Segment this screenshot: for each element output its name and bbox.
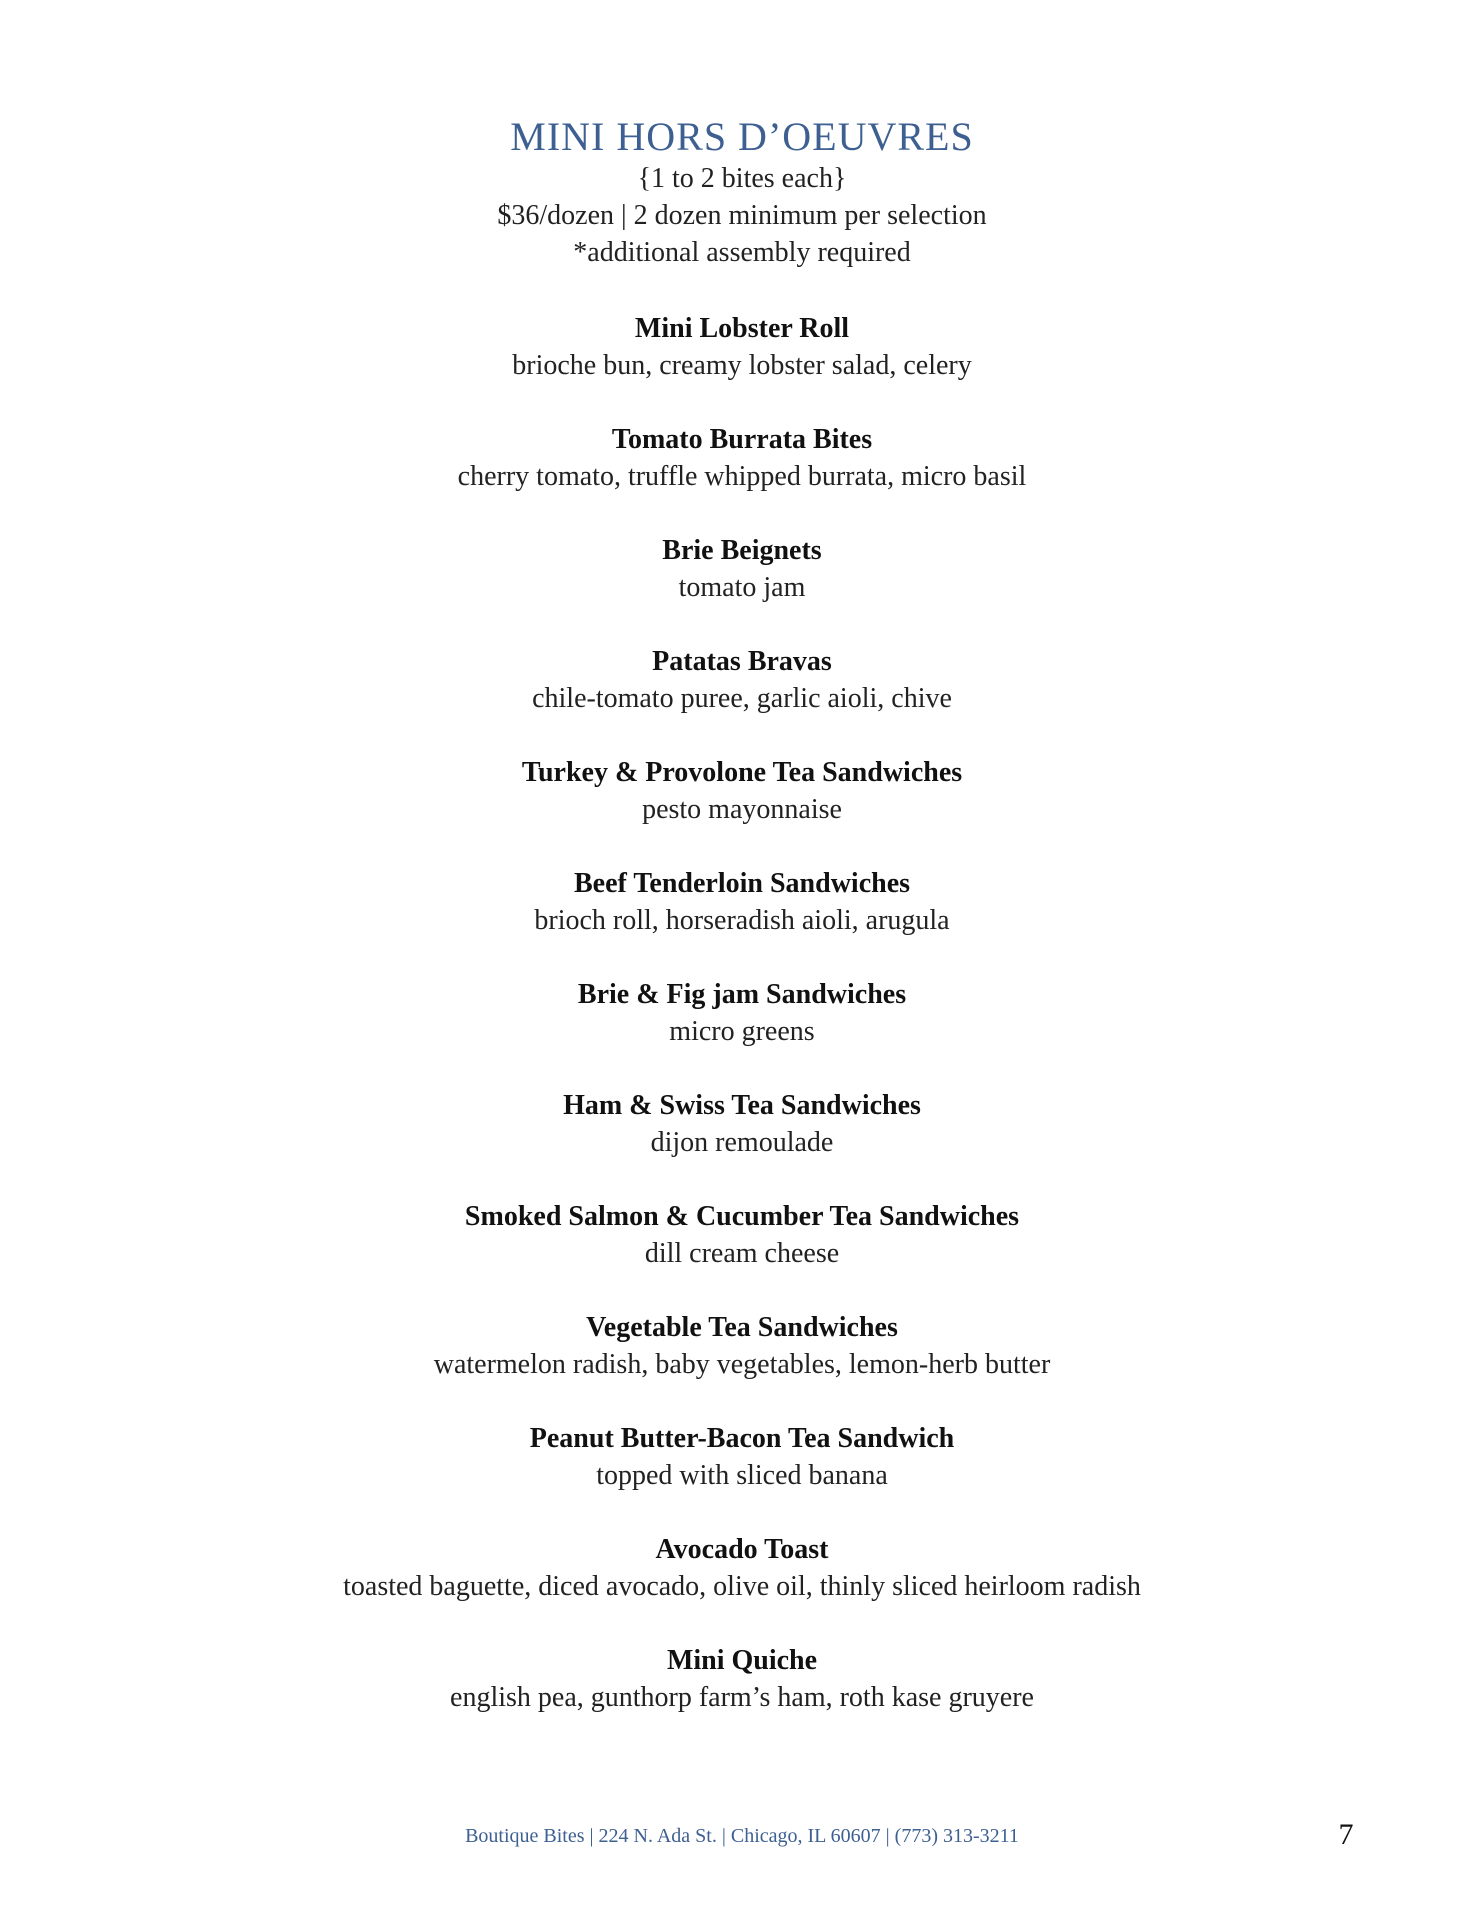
assembly-note: *additional assembly required: [573, 237, 911, 268]
item-description: english pea, gunthorp farm’s ham, roth kase gruyere: [450, 1682, 1034, 1713]
menu-header: [0, 114, 1484, 271]
page-title: MINI HORS D’OEUVRES: [510, 114, 974, 159]
item-description: micro greens: [669, 1016, 815, 1047]
page-number: 7: [1338, 1818, 1354, 1851]
item-name: Mini Quiche: [666, 1645, 818, 1676]
menu-item: [0, 421, 1484, 532]
item-description: topped with sliced banana: [596, 1460, 888, 1491]
menu-item: [0, 1642, 1484, 1753]
menu-item: [0, 754, 1484, 865]
menu-items-list: [0, 310, 1484, 1753]
menu-item: [0, 1198, 1484, 1309]
item-description: dill cream cheese: [644, 1238, 840, 1269]
item-description: toasted baguette, diced avocado, olive oil, thinly sliced heirloom radish: [343, 1571, 1141, 1602]
menu-item: [0, 1087, 1484, 1198]
item-description: brioch roll, horseradish aioli, arugula: [534, 905, 950, 936]
menu-item: [0, 976, 1484, 1087]
item-description: brioche bun, creamy lobster salad, celery: [512, 350, 972, 381]
item-name: Brie & Fig jam Sandwiches: [577, 979, 907, 1010]
menu-item: [0, 532, 1484, 643]
item-name: Brie Beignets: [662, 535, 822, 566]
menu-item: [0, 1420, 1484, 1531]
item-description: dijon remoulade: [650, 1127, 834, 1158]
menu-item: [0, 310, 1484, 421]
footer-contact: Boutique Bites | 224 N. Ada St. | Chicago, IL 60607 | (773) 313-3211: [465, 1825, 1019, 1847]
menu-item: [0, 865, 1484, 976]
item-description: cherry tomato, truffle whipped burrata, micro basil: [457, 461, 1027, 492]
item-name: Turkey & Provolone Tea Sandwiches: [521, 757, 963, 788]
item-name: Mini Lobster Roll: [634, 313, 850, 344]
pricing-note: $36/dozen | 2 dozen minimum per selection: [497, 200, 987, 231]
item-name: Avocado Toast: [655, 1534, 829, 1565]
item-name: Tomato Burrata Bites: [611, 424, 873, 455]
bites-note: {1 to 2 bites each}: [637, 163, 847, 194]
menu-item: [0, 1309, 1484, 1420]
item-name: Smoked Salmon & Cucumber Tea Sandwiches: [464, 1201, 1020, 1232]
menu-item: [0, 1531, 1484, 1642]
item-description: chile-tomato puree, garlic aioli, chive: [532, 683, 952, 714]
item-description: watermelon radish, baby vegetables, lemon-herb butter: [433, 1349, 1051, 1380]
item-name: Peanut Butter-Bacon Tea Sandwich: [529, 1423, 955, 1454]
item-name: Ham & Swiss Tea Sandwiches: [563, 1090, 921, 1121]
item-name: Beef Tenderloin Sandwiches: [573, 868, 911, 899]
item-name: Vegetable Tea Sandwiches: [586, 1312, 898, 1343]
item-description: pesto mayonnaise: [642, 794, 842, 825]
item-description: tomato jam: [678, 572, 806, 603]
item-name: Patatas Bravas: [652, 646, 832, 677]
menu-item: [0, 643, 1484, 754]
